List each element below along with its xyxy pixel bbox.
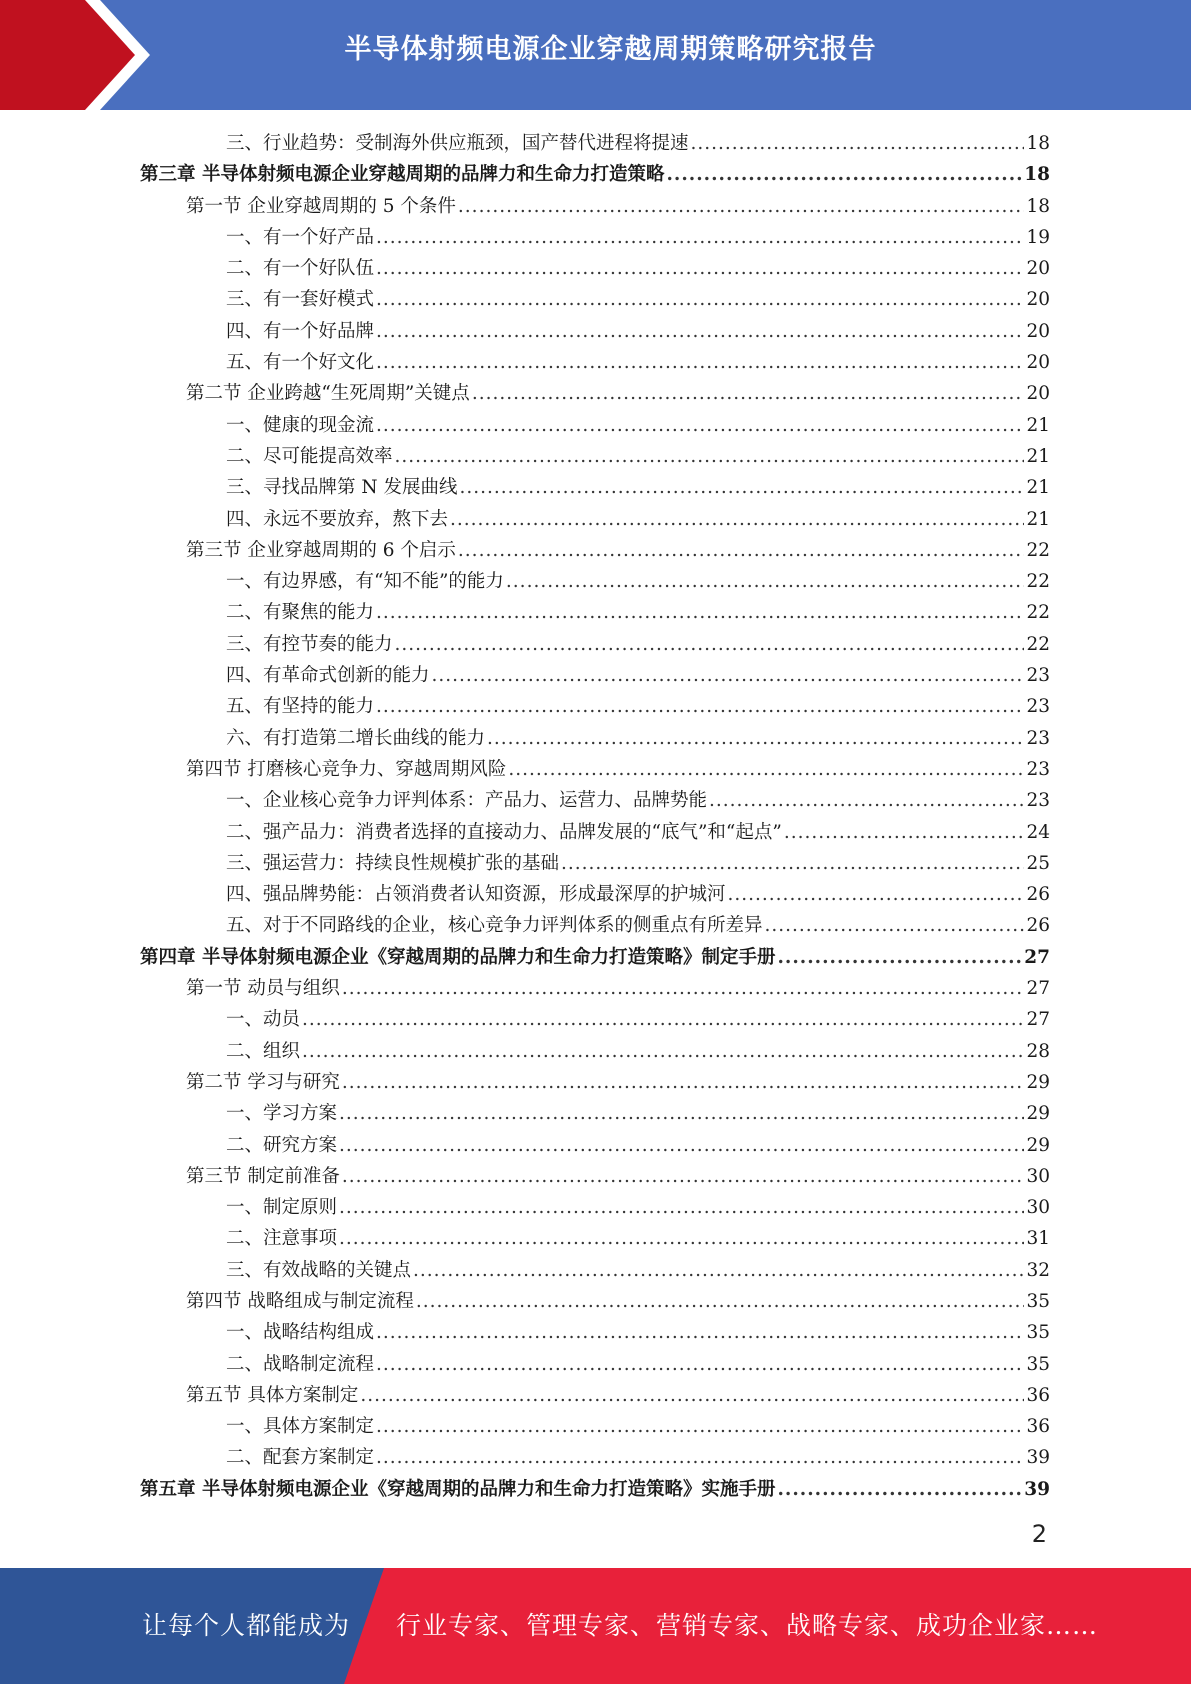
toc-entry-page: 20 [1026, 383, 1050, 405]
toc-leader-dots [458, 535, 1025, 566]
toc-leader-dots [376, 1442, 1024, 1473]
toc-entry[interactable] [140, 817, 1050, 848]
toc-entry[interactable] [140, 1474, 1050, 1505]
toc-entry-page: 18 [1026, 195, 1050, 217]
toc-entry[interactable] [140, 1255, 1050, 1286]
toc-entry[interactable] [140, 785, 1050, 816]
toc-entry-title: 五、有一个好文化 [226, 352, 375, 374]
toc-leader-dots [709, 785, 1024, 816]
toc-entry-title: 二、有一个好队伍 [226, 258, 375, 280]
toc-entry[interactable] [140, 316, 1050, 347]
toc-entry-page: 20 [1026, 320, 1050, 342]
toc-entry-page: 30 [1026, 1197, 1050, 1219]
toc-entry[interactable] [140, 848, 1050, 879]
footer-slogan-left: 让每个人都能成为 [142, 1611, 351, 1640]
toc-entry-page: 22 [1026, 571, 1050, 593]
toc-entry-page: 20 [1026, 352, 1050, 374]
toc-entry-page: 27 [1026, 1009, 1050, 1031]
toc-entry[interactable] [140, 973, 1050, 1004]
toc-leader-dots [376, 597, 1024, 628]
toc-entry-title: 五、对于不同路线的企业，核心竞争力评判体系的侧重点有所差异 [226, 915, 763, 937]
toc-entry[interactable] [140, 1411, 1050, 1442]
toc-entry-title: 一、动员 [226, 1009, 301, 1031]
toc-entry-page: 21 [1026, 477, 1050, 499]
toc-entry[interactable] [140, 942, 1050, 973]
toc-leader-dots [561, 848, 1024, 879]
toc-entry-page: 23 [1026, 665, 1050, 687]
toc-entry[interactable] [140, 660, 1050, 691]
toc-entry[interactable] [140, 128, 1050, 159]
toc-entry[interactable] [140, 441, 1050, 472]
toc-entry[interactable] [140, 910, 1050, 941]
toc-entry[interactable] [140, 191, 1050, 222]
toc-entry[interactable] [140, 1036, 1050, 1067]
toc-entry[interactable] [140, 1192, 1050, 1223]
toc-entry[interactable] [140, 472, 1050, 503]
toc-leader-dots [432, 660, 1025, 691]
toc-entry-title: 第五节 具体方案制定 [186, 1384, 359, 1406]
toc-leader-dots [508, 754, 1024, 785]
toc-entry-title: 二、强产品力：消费者选择的直接动力、品牌发展的“底气”和“起点” [226, 821, 782, 843]
toc-entry-page: 36 [1026, 1416, 1050, 1438]
toc-entry-title: 三、有控节奏的能力 [226, 633, 393, 655]
toc-entry-page: 22 [1026, 602, 1050, 624]
toc-entry-page: 23 [1026, 696, 1050, 718]
toc-leader-dots [302, 1004, 1024, 1035]
toc-entry-page: 20 [1026, 258, 1050, 280]
table-of-contents [140, 128, 1050, 1505]
toc-entry-title: 第五章 半导体射频电源企业《穿越周期的品牌力和生命力打造策略》实施手册 [140, 1478, 776, 1500]
toc-entry-page: 36 [1026, 1384, 1050, 1406]
toc-entry-page: 22 [1026, 539, 1050, 561]
toc-leader-dots [784, 817, 1025, 848]
toc-entry-page: 18 [1026, 133, 1050, 154]
toc-entry[interactable] [140, 1004, 1050, 1035]
toc-entry-page: 21 [1026, 445, 1050, 467]
toc-entry-page: 26 [1026, 915, 1050, 937]
toc-entry[interactable] [140, 566, 1050, 597]
toc-entry[interactable] [140, 378, 1050, 409]
toc-entry[interactable] [140, 535, 1050, 566]
toc-entry[interactable] [140, 597, 1050, 628]
toc-leader-dots [487, 723, 1024, 754]
toc-leader-dots [342, 1161, 1025, 1192]
toc-entry[interactable] [140, 159, 1050, 190]
toc-leader-dots [459, 472, 1024, 503]
toc-leader-dots [339, 1192, 1024, 1223]
toc-leader-dots [395, 441, 1025, 472]
toc-entry-title: 第四章 半导体射频电源企业《穿越周期的品牌力和生命力打造策略》制定手册 [140, 946, 776, 968]
toc-entry-title: 三、有效战略的关键点 [226, 1259, 412, 1281]
toc-leader-dots [777, 942, 1022, 973]
toc-entry[interactable] [140, 723, 1050, 754]
toc-entry-title: 三、行业趋势：受制海外供应瓶颈，国产替代进程将提速 [226, 133, 689, 154]
toc-leader-dots [302, 1036, 1024, 1067]
toc-leader-dots [376, 1411, 1024, 1442]
toc-entry-title: 二、配套方案制定 [226, 1447, 375, 1469]
toc-entry-title: 第三章 半导体射频电源企业穿越周期的品牌力和生命力打造策略 [140, 164, 665, 186]
toc-entry-title: 二、战略制定流程 [226, 1353, 375, 1375]
toc-entry-page: 30 [1026, 1165, 1050, 1187]
page-number: 2 [1031, 1520, 1047, 1548]
toc-entry-title: 第四节 战略组成与制定流程 [186, 1290, 414, 1312]
toc-entry[interactable] [140, 1161, 1050, 1192]
toc-entry-page: 35 [1026, 1322, 1050, 1344]
toc-entry-page: 23 [1026, 758, 1050, 780]
toc-entry-page: 23 [1026, 727, 1050, 749]
report-title: 半导体射频电源企业穿越周期策略研究报告 [344, 34, 877, 65]
toc-leader-dots [376, 410, 1024, 441]
toc-leader-dots [376, 347, 1024, 378]
toc-entry-page: 32 [1026, 1259, 1050, 1281]
toc-entry[interactable] [140, 1380, 1050, 1411]
toc-entry[interactable] [140, 222, 1050, 253]
toc-entry[interactable] [140, 1067, 1050, 1098]
toc-leader-dots [416, 1286, 1025, 1317]
toc-leader-dots [472, 378, 1025, 409]
toc-entry[interactable] [140, 879, 1050, 910]
toc-entry[interactable] [140, 410, 1050, 441]
toc-leader-dots [506, 566, 1025, 597]
toc-entry-title: 一、有边界感，有“知不能”的能力 [226, 571, 504, 593]
toc-entry[interactable] [140, 1317, 1050, 1348]
toc-entry-page: 39 [1024, 1478, 1050, 1500]
toc-entry-page: 39 [1026, 1447, 1050, 1469]
toc-entry-title: 三、寻找品牌第 N 发展曲线 [226, 477, 458, 499]
page-footer [0, 1568, 1191, 1684]
page-header [0, 0, 1191, 110]
toc-entry-title: 第三节 企业穿越周期的 6 个启示 [186, 539, 456, 561]
toc-entry[interactable] [140, 629, 1050, 660]
toc-leader-dots [342, 1067, 1025, 1098]
toc-entry-page: 31 [1026, 1228, 1050, 1250]
toc-entry-page: 35 [1026, 1353, 1050, 1375]
toc-entry-title: 四、有一个好品牌 [226, 320, 375, 342]
toc-entry-title: 三、有一套好模式 [226, 289, 375, 311]
toc-leader-dots [666, 159, 1022, 190]
toc-leader-dots [413, 1255, 1024, 1286]
toc-entry[interactable] [140, 253, 1050, 284]
toc-entry-title: 一、战略结构组成 [226, 1322, 375, 1344]
toc-leader-dots [777, 1474, 1022, 1505]
toc-entry-page: 24 [1026, 821, 1050, 843]
toc-entry-title: 二、尽可能提高效率 [226, 445, 393, 467]
toc-entry-page: 27 [1026, 978, 1050, 1000]
toc-entry[interactable] [140, 1286, 1050, 1317]
toc-entry-title: 第一节 动员与组织 [186, 978, 340, 1000]
toc-entry-title: 四、有革命式创新的能力 [226, 665, 430, 687]
toc-entry[interactable] [140, 1442, 1050, 1473]
toc-leader-dots [395, 629, 1025, 660]
toc-entry[interactable] [140, 1223, 1050, 1254]
toc-entry-page: 28 [1026, 1040, 1050, 1062]
toc-entry-page: 29 [1026, 1103, 1050, 1125]
toc-leader-dots [376, 284, 1024, 315]
toc-leader-dots [376, 1317, 1024, 1348]
toc-entry-title: 第一节 企业穿越周期的 5 个条件 [186, 195, 456, 217]
toc-entry-page: 29 [1026, 1134, 1050, 1156]
toc-entry[interactable] [140, 754, 1050, 785]
toc-entry[interactable] [140, 347, 1050, 378]
toc-entry-title: 五、有坚持的能力 [226, 696, 375, 718]
toc-entry-title: 一、健康的现金流 [226, 414, 375, 436]
toc-entry[interactable] [140, 504, 1050, 535]
toc-entry-page: 29 [1026, 1071, 1050, 1093]
toc-leader-dots [376, 1349, 1024, 1380]
toc-entry-title: 一、具体方案制定 [226, 1416, 375, 1438]
toc-entry-page: 23 [1026, 790, 1050, 812]
toc-entry-page: 21 [1026, 508, 1050, 530]
toc-leader-dots [376, 253, 1024, 284]
toc-entry-title: 二、研究方案 [226, 1134, 338, 1156]
toc-leader-dots [339, 1130, 1024, 1161]
toc-entry[interactable] [140, 1098, 1050, 1129]
toc-leader-dots [728, 879, 1025, 910]
toc-entry-title: 六、有打造第二增长曲线的能力 [226, 727, 486, 749]
toc-entry-title: 三、强运营力：持续良性规模扩张的基础 [226, 852, 560, 874]
toc-leader-dots [450, 504, 1024, 535]
toc-leader-dots [342, 973, 1025, 1004]
toc-leader-dots [339, 1098, 1024, 1129]
toc-entry-page: 18 [1024, 164, 1050, 186]
toc-entry[interactable] [140, 1349, 1050, 1380]
footer-slogan-right: 行业专家、管理专家、营销专家、战略专家、成功企业家…… [396, 1611, 1099, 1640]
toc-entry-title: 二、注意事项 [226, 1228, 338, 1250]
toc-entry[interactable] [140, 691, 1050, 722]
toc-leader-dots [376, 316, 1024, 347]
toc-entry-title: 一、有一个好产品 [226, 226, 375, 248]
toc-leader-dots [765, 910, 1025, 941]
toc-entry[interactable] [140, 284, 1050, 315]
toc-entry-page: 19 [1026, 226, 1050, 248]
toc-entry-title: 一、企业核心竞争力评判体系：产品力、运营力、品牌势能 [226, 790, 708, 812]
toc-entry-page: 25 [1026, 852, 1050, 874]
toc-leader-dots [691, 128, 1025, 159]
toc-leader-dots [376, 691, 1024, 722]
toc-leader-dots [360, 1380, 1024, 1411]
toc-leader-dots [458, 191, 1025, 222]
toc-entry-title: 一、学习方案 [226, 1103, 338, 1125]
toc-entry-title: 二、有聚焦的能力 [226, 602, 375, 624]
toc-entry-title: 四、永远不要放弃，熬下去 [226, 508, 449, 530]
toc-leader-dots [339, 1223, 1024, 1254]
toc-entry-title: 二、组织 [226, 1040, 301, 1062]
toc-entry-page: 26 [1026, 884, 1050, 906]
toc-entry-title: 第二节 学习与研究 [186, 1071, 340, 1093]
toc-entry-page: 35 [1026, 1290, 1050, 1312]
toc-entry-title: 四、强品牌势能：占领消费者认知资源，形成最深厚的护城河 [226, 884, 726, 906]
toc-entry-title: 第四节 打磨核心竞争力、穿越周期风险 [186, 758, 507, 780]
toc-entry-page: 21 [1026, 414, 1050, 436]
toc-entry-title: 第二节 企业跨越“生死周期”关键点 [186, 383, 470, 405]
toc-entry-page: 20 [1026, 289, 1050, 311]
toc-entry[interactable] [140, 1130, 1050, 1161]
toc-leader-dots [376, 222, 1024, 253]
toc-entry-page: 22 [1026, 633, 1050, 655]
toc-entry-page: 27 [1024, 946, 1050, 968]
toc-entry-title: 一、制定原则 [226, 1197, 338, 1219]
toc-entry-title: 第三节 制定前准备 [186, 1165, 340, 1187]
